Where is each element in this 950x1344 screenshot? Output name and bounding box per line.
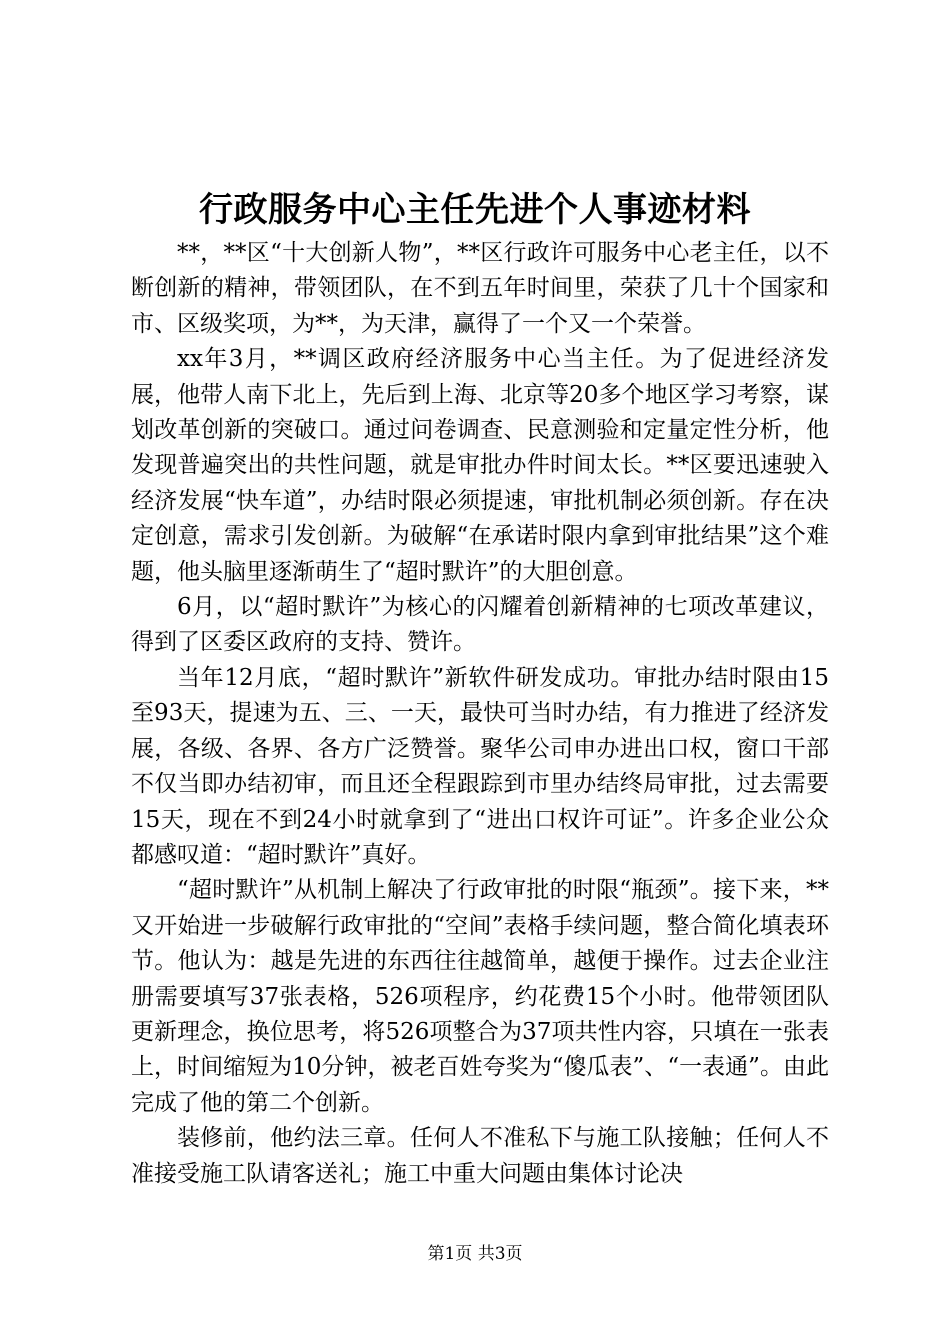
paragraph: xx年3月，**调区政府经济服务中心当主任。为了促进经济发展，他带人南下北上，先后到上海、北京等20多个地区学习考察，谋划改革创新的突破口。通过问卷调查、民意测验和定量定性分析，他发现普遍突出的共性问题，就是审批办件时间太长。**区要迅速驶入经济发展“快车道”，办结时限必须提速，审批机制必须创新。存在决定创意，需求引发创新。为破解“在承诺时限内拿到审批结果”这个难题，他头脑里逐渐萌生了“超时默许”的大胆创意。 bbox=[131, 346, 829, 585]
page-number: 第1页 共3页 bbox=[427, 1244, 523, 1264]
document-title: 行政服务中心主任先进个人事迹材料 bbox=[199, 190, 751, 230]
paragraph: “超时默许”从机制上解决了行政审批的时限“瓶颈”。接下来，**又开始进一步破解行政审批的“空间”表格手续问题，整合简化填表环节。他认为：越是先进的东西往往越简单，越便于操作。过去企业注册需要填写37张表格，526项程序，约花费15个小时。他带领团队更新理念，换位思考，将526项整合为37项共性内容，只填在一张表上，时间缩短为10分钟，被老百姓夸奖为“傻瓜表”、“一表通”。由此完成了他的第二个创新。 bbox=[131, 877, 829, 1116]
page-footer bbox=[0, 1242, 950, 1266]
paragraph: 装修前，他约法三章。任何人不准私下与施工队接触；任何人不准接受施工队请客送礼；施工中重大问题由集体讨论决 bbox=[131, 1125, 829, 1187]
paragraph: 当年12月底，“超时默许”新软件研发成功。审批办结时限由15至93天，提速为五、三、一天，最快可当时办结，有力推进了经济发展，各级、各界、各方广泛赞誉。聚华公司申办进出口权，窗口干部不仅当即办结初审，而且还全程跟踪到市里办结终局审批，过去需要15天，现在不到24小时就拿到了“进出口权许可证”。许多企业公众都感叹道：“超时默许”真好。 bbox=[131, 664, 829, 868]
document-body bbox=[131, 236, 829, 1192]
paragraph: 6月，以“超时默许”为核心的闪耀着创新精神的七项改革建议，得到了区委区政府的支持、赞许。 bbox=[131, 594, 829, 656]
paragraph: **，**区“十大创新人物”，**区行政许可服务中心老主任，以不断创新的精神，带领团队，在不到五年时间里，荣获了几十个国家和市、区级奖项，为**，为天津，赢得了一个又一个荣誉。 bbox=[131, 240, 829, 337]
